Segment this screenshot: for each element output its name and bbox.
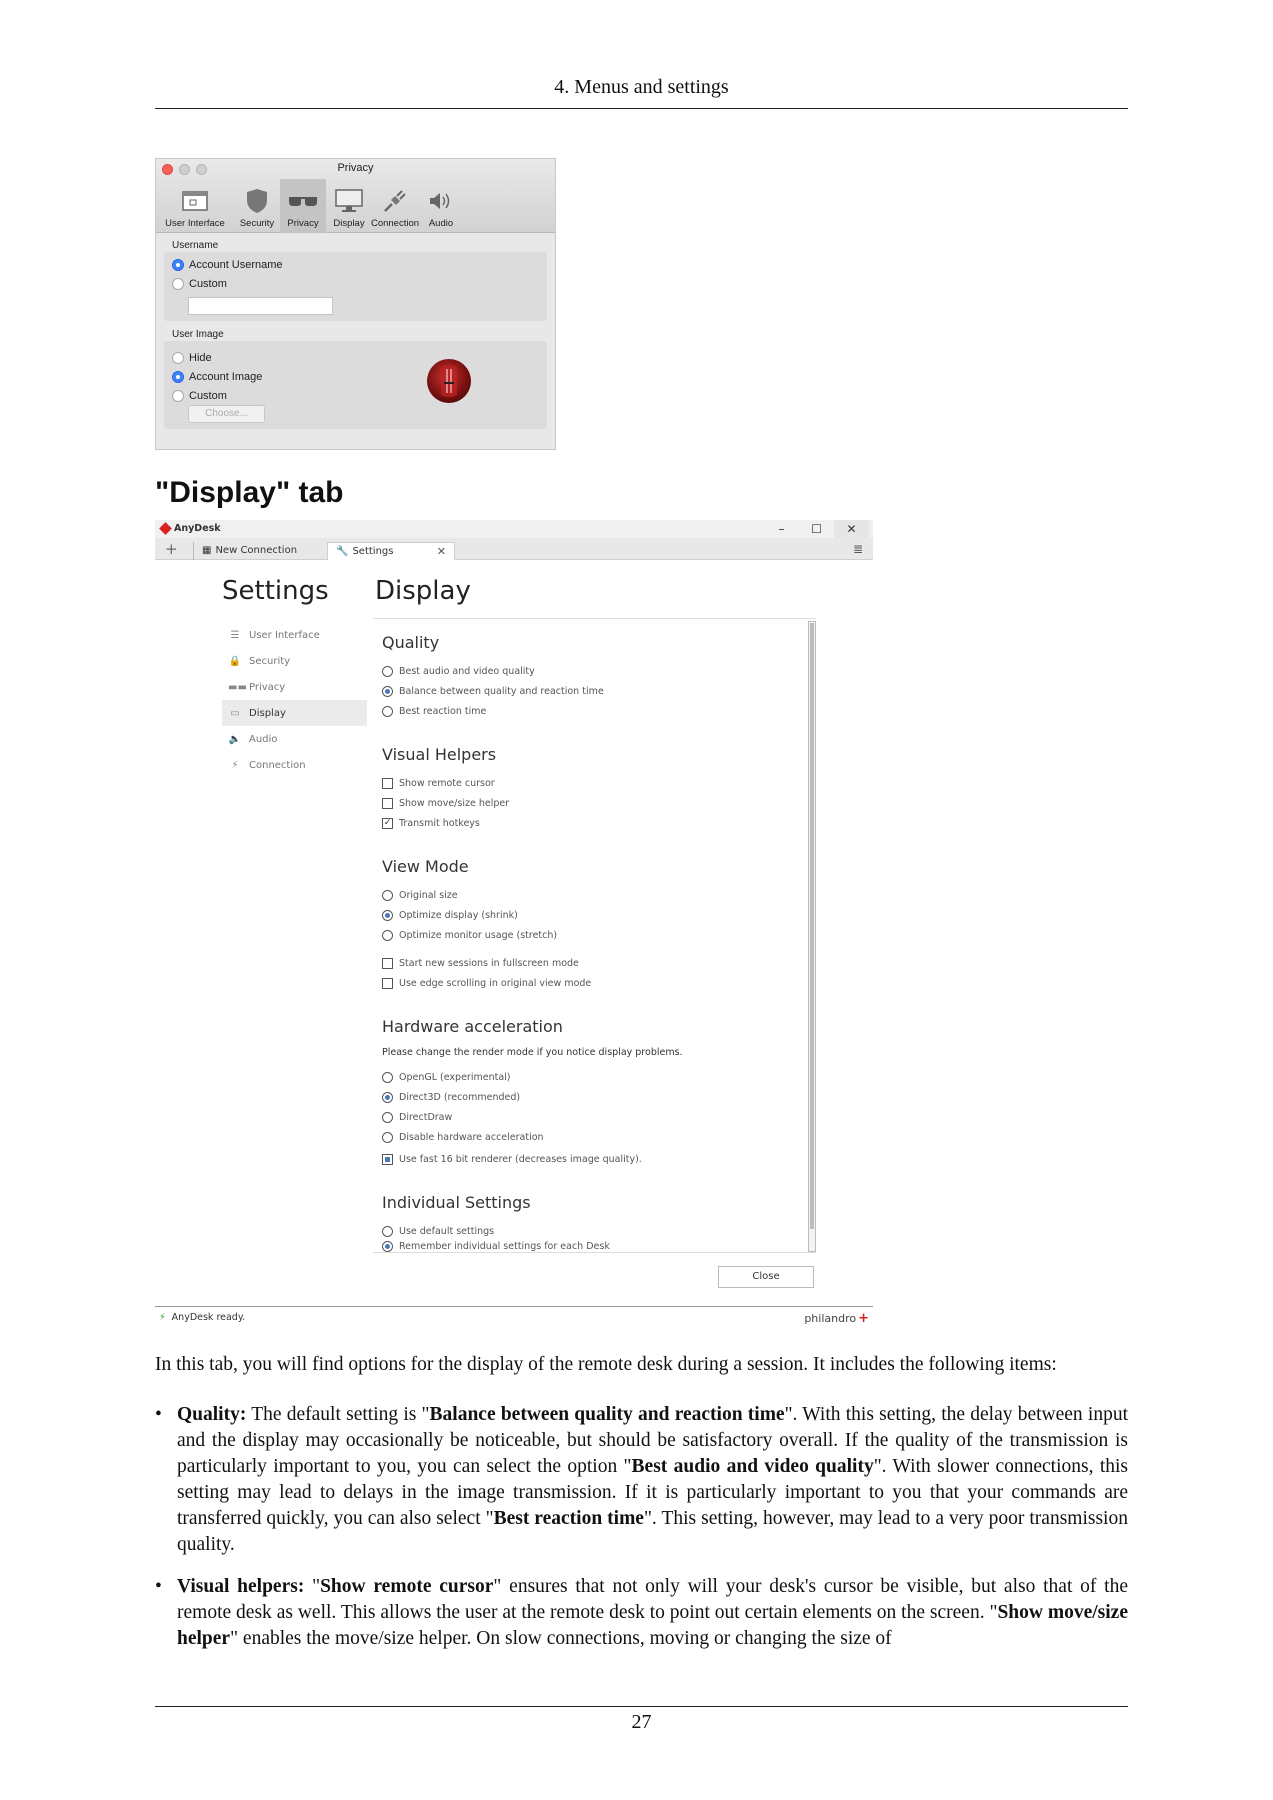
option-label: Show move/size helper — [399, 797, 510, 809]
option-label: Best audio and video quality — [399, 665, 535, 677]
toolbar-label: User Interface — [165, 218, 225, 229]
wrench-icon: 🔧 — [336, 545, 349, 557]
bullet-lead: Quality: — [177, 1404, 247, 1425]
section-title: "Display" tab — [155, 476, 344, 509]
radio-empty-icon — [172, 352, 184, 364]
radio-optimize-display[interactable] — [382, 908, 518, 922]
checkbox-indeterminate-icon — [382, 1154, 393, 1165]
check-show-remote-cursor[interactable] — [382, 776, 495, 790]
glasses-icon: ▬▬ — [228, 681, 247, 693]
nav-label: Privacy — [249, 681, 286, 693]
plug-icon: ⚡ — [231, 759, 239, 771]
toolbar-label: Audio — [428, 218, 454, 229]
option-label: Use edge scrolling in original view mode — [399, 977, 592, 989]
option-label: Account Image — [189, 370, 263, 383]
nav-item-user-interface[interactable] — [222, 622, 367, 648]
radio-account-image[interactable] — [172, 367, 539, 386]
username-group — [164, 252, 547, 321]
anydesk-window-controls — [764, 520, 869, 538]
radio-empty-icon — [382, 706, 393, 717]
maximize-icon[interactable]: ☐ — [811, 522, 822, 536]
bullet-text: ". With this setting, the delay between input and the display may occasionally be noticeable, but should be satisfactory overall. If the quality of the transmission is particularly important to you, you can select the option " — [177, 1404, 1128, 1477]
radio-best-quality[interactable] — [382, 664, 535, 678]
check-show-move-size-helper[interactable] — [382, 796, 509, 810]
user-image-group — [164, 341, 547, 429]
toolbar-audio[interactable] — [418, 179, 464, 233]
page-number: 27 — [631, 1711, 652, 1733]
toolbar-display[interactable] — [326, 179, 372, 233]
check-fullscreen-mode[interactable] — [382, 956, 579, 970]
lock-icon: 🔒 — [228, 655, 242, 667]
hardware-acceleration-heading: Hardware acceleration — [382, 1017, 563, 1036]
tab-settings[interactable] — [327, 542, 455, 560]
option-label: Custom — [189, 277, 227, 290]
radio-best-reaction[interactable] — [382, 704, 486, 718]
nav-label: Display — [249, 707, 286, 719]
bullet-bold: Best reaction time — [493, 1508, 644, 1529]
radio-selected-icon — [382, 1241, 393, 1252]
radio-empty-icon — [382, 1072, 393, 1083]
radio-empty-icon — [382, 890, 393, 901]
list-item-visual-helpers — [155, 1574, 1128, 1652]
bullet-text: " ensures that not only will your desk's cursor be visible, but also that of the remote desk as well. This allows the user at the remote desk to point out certain elements on the screen. " — [177, 1576, 1128, 1623]
header-rule — [155, 108, 1128, 109]
nav-label: Connection — [249, 759, 306, 771]
radio-disable-hw[interactable] — [382, 1130, 544, 1144]
speaker-icon: 🔈 — [228, 733, 242, 745]
checkbox-checked-icon: ✓ — [383, 817, 392, 828]
option-label: Account Username — [189, 258, 283, 271]
radio-selected-icon — [382, 686, 393, 697]
choose-image-button[interactable]: Choose... — [188, 405, 265, 423]
option-label: Show remote cursor — [399, 777, 495, 789]
hardware-note: Please change the render mode if you notice display problems. — [382, 1047, 683, 1058]
radio-empty-icon — [172, 390, 184, 402]
glasses-icon — [288, 187, 318, 215]
intro-paragraph: In this tab, you will find options for the display of the remote desk during a session. It includes the following items: — [155, 1354, 1057, 1375]
new-tab-plus-icon[interactable]: + — [165, 540, 178, 558]
privacy-window-screenshot — [155, 158, 556, 450]
brand-logo — [804, 1311, 869, 1326]
tab-new-connection[interactable] — [193, 542, 325, 560]
option-label: Optimize monitor usage (stretch) — [399, 929, 558, 941]
status-text: AnyDesk ready. — [171, 1312, 246, 1323]
radio-selected-icon — [382, 910, 393, 921]
individual-settings-heading: Individual Settings — [382, 1193, 531, 1212]
check-transmit-hotkeys[interactable] — [382, 816, 480, 830]
custom-username-input[interactable] — [188, 297, 333, 315]
status-left — [159, 1312, 245, 1323]
toolbar-connection[interactable] — [372, 179, 418, 233]
display-settings-panel — [373, 618, 816, 1253]
privacy-toolbar — [156, 179, 464, 233]
nav-item-audio[interactable] — [222, 726, 367, 752]
check-fast-16bit-renderer[interactable] — [382, 1152, 642, 1166]
option-label: Use default settings — [399, 1225, 495, 1237]
close-icon[interactable]: ✕ — [834, 520, 869, 538]
privacy-body — [156, 233, 555, 442]
close-tab-icon[interactable]: ✕ — [436, 544, 446, 558]
radio-hide-image[interactable] — [172, 348, 539, 367]
nav-item-privacy[interactable] — [222, 674, 367, 700]
nav-label: Audio — [249, 733, 278, 745]
settings-heading: Settings — [222, 576, 329, 606]
close-button[interactable]: Close — [718, 1266, 814, 1288]
toolbar-label: Connection — [370, 218, 420, 229]
radio-opengl[interactable] — [382, 1070, 511, 1084]
privacy-titlebar — [156, 159, 555, 233]
plug-icon — [382, 187, 408, 215]
nav-item-security[interactable] — [222, 648, 367, 674]
option-label: Direct3D (recommended) — [399, 1091, 521, 1103]
radio-direct3d[interactable] — [382, 1090, 520, 1104]
option-label: Transmit hotkeys — [399, 817, 480, 829]
username-label: Username — [172, 240, 219, 251]
settings-nav — [222, 622, 367, 778]
toolbar-user-interface[interactable] — [156, 179, 234, 233]
option-label: Custom — [189, 389, 227, 402]
list-item-quality — [155, 1402, 1128, 1558]
quality-heading: Quality — [382, 633, 440, 652]
app-title-text: AnyDesk — [174, 523, 221, 534]
tab-label: New Connection — [215, 545, 298, 556]
panel-scrollbar[interactable] — [808, 621, 816, 1252]
visual-helpers-heading: Visual Helpers — [382, 745, 497, 764]
checkbox-empty-icon — [382, 958, 393, 969]
checkbox-empty-icon — [382, 978, 393, 989]
option-label: Remember individual settings for each Desk — [399, 1240, 610, 1252]
tab-label: Settings — [352, 545, 394, 557]
radio-empty-icon — [382, 666, 393, 677]
radio-default-settings[interactable] — [382, 1224, 494, 1238]
check-edge-scrolling[interactable] — [382, 976, 591, 990]
radio-empty-icon — [172, 278, 184, 290]
radio-custom-username[interactable] — [172, 274, 539, 293]
list-icon: ☰ — [230, 629, 240, 641]
nav-label: Security — [249, 655, 291, 667]
view-mode-heading: View Mode — [382, 857, 469, 876]
display-heading: Display — [375, 576, 471, 606]
radio-optimize-monitor[interactable] — [382, 928, 557, 942]
plug-icon: ⚡ — [159, 1312, 166, 1323]
minimize-icon[interactable]: – — [778, 522, 785, 536]
window-icon — [182, 187, 208, 215]
option-label: Best reaction time — [399, 705, 487, 717]
running-header: 4. Menus and settings — [554, 76, 729, 98]
bullet-text: ". With slower connections, this setting may lead to delays in the image transmission. If it is particularly important to you that your commands are transferred quickly, you can also select " — [177, 1456, 1129, 1529]
bullet-bold: Best audio and video quality — [631, 1456, 874, 1477]
bullet-lead: Visual helpers: — [177, 1576, 305, 1597]
bullet-bold: Show remote cursor — [320, 1576, 494, 1597]
nav-label: User Interface — [249, 629, 320, 641]
bullet-text: ". This setting, however, may lead to a very poor transmission quality. — [177, 1508, 1128, 1555]
anydesk-logo-icon — [159, 522, 172, 535]
anydesk-window-screenshot — [155, 520, 873, 1327]
option-label: DirectDraw — [399, 1111, 453, 1123]
hamburger-menu-icon[interactable]: ≣ — [852, 542, 863, 556]
toolbar-security[interactable] — [234, 179, 280, 233]
desk-icon: ▦ — [202, 545, 212, 556]
bullet-bold: Show move/size helper — [177, 1602, 1128, 1649]
bullet-text: The default setting is " — [246, 1404, 430, 1425]
radio-directdraw[interactable] — [382, 1110, 452, 1124]
speaker-icon — [428, 187, 454, 215]
shield-icon — [246, 187, 268, 215]
option-label: Hide — [189, 351, 212, 364]
monitor-icon: ▭ — [230, 707, 240, 719]
radio-empty-icon — [382, 930, 393, 941]
user-avatar — [427, 359, 471, 403]
option-label: Disable hardware acceleration — [399, 1131, 544, 1143]
option-label: Use fast 16 bit renderer (decreases image quality). — [399, 1153, 642, 1165]
privacy-window-title: Privacy — [337, 162, 374, 174]
radio-empty-icon — [382, 1132, 393, 1143]
option-label: Original size — [399, 889, 458, 901]
brand-plus-icon: + — [858, 1311, 869, 1326]
radio-remember-settings[interactable] — [382, 1239, 610, 1253]
radio-selected-icon — [172, 259, 184, 271]
toolbar-label: Display — [333, 218, 365, 229]
checkbox-empty-icon — [382, 798, 393, 809]
option-label: Start new sessions in fullscreen mode — [399, 957, 579, 969]
radio-selected-icon — [382, 1092, 393, 1103]
brand-text: philandro — [804, 1312, 857, 1325]
item-list — [155, 1402, 1128, 1668]
monitor-icon — [335, 187, 363, 215]
bullet-text: " enables the move/size helper. On slow connections, moving or changing the size of — [230, 1628, 892, 1649]
option-label: OpenGL (experimental) — [399, 1071, 511, 1083]
footer-rule — [155, 1706, 1128, 1707]
user-image-label: User Image — [172, 329, 224, 340]
status-bar — [155, 1306, 873, 1327]
toolbar-privacy[interactable] — [280, 179, 326, 233]
checkbox-empty-icon — [382, 778, 393, 789]
nav-item-connection[interactable] — [222, 752, 367, 778]
radio-empty-icon — [382, 1226, 393, 1237]
radio-selected-icon — [172, 371, 184, 383]
toolbar-label: Security — [239, 218, 275, 229]
bullet-text: " — [304, 1576, 321, 1597]
radio-custom-image[interactable] — [172, 386, 539, 405]
anydesk-app-title — [161, 523, 221, 534]
option-label: Balance between quality and reaction time — [399, 685, 604, 697]
radio-balance[interactable] — [382, 684, 604, 698]
radio-account-username[interactable] — [172, 255, 539, 274]
option-label: Optimize display (shrink) — [399, 909, 518, 921]
anydesk-titlebar — [155, 520, 873, 538]
radio-empty-icon — [382, 1112, 393, 1123]
radio-original-size[interactable] — [382, 888, 458, 902]
toolbar-label: Privacy — [287, 218, 319, 229]
bullet-bold: Balance between quality and reaction time — [429, 1404, 785, 1425]
anydesk-tabbar — [155, 538, 873, 560]
nav-item-display[interactable] — [222, 700, 367, 726]
